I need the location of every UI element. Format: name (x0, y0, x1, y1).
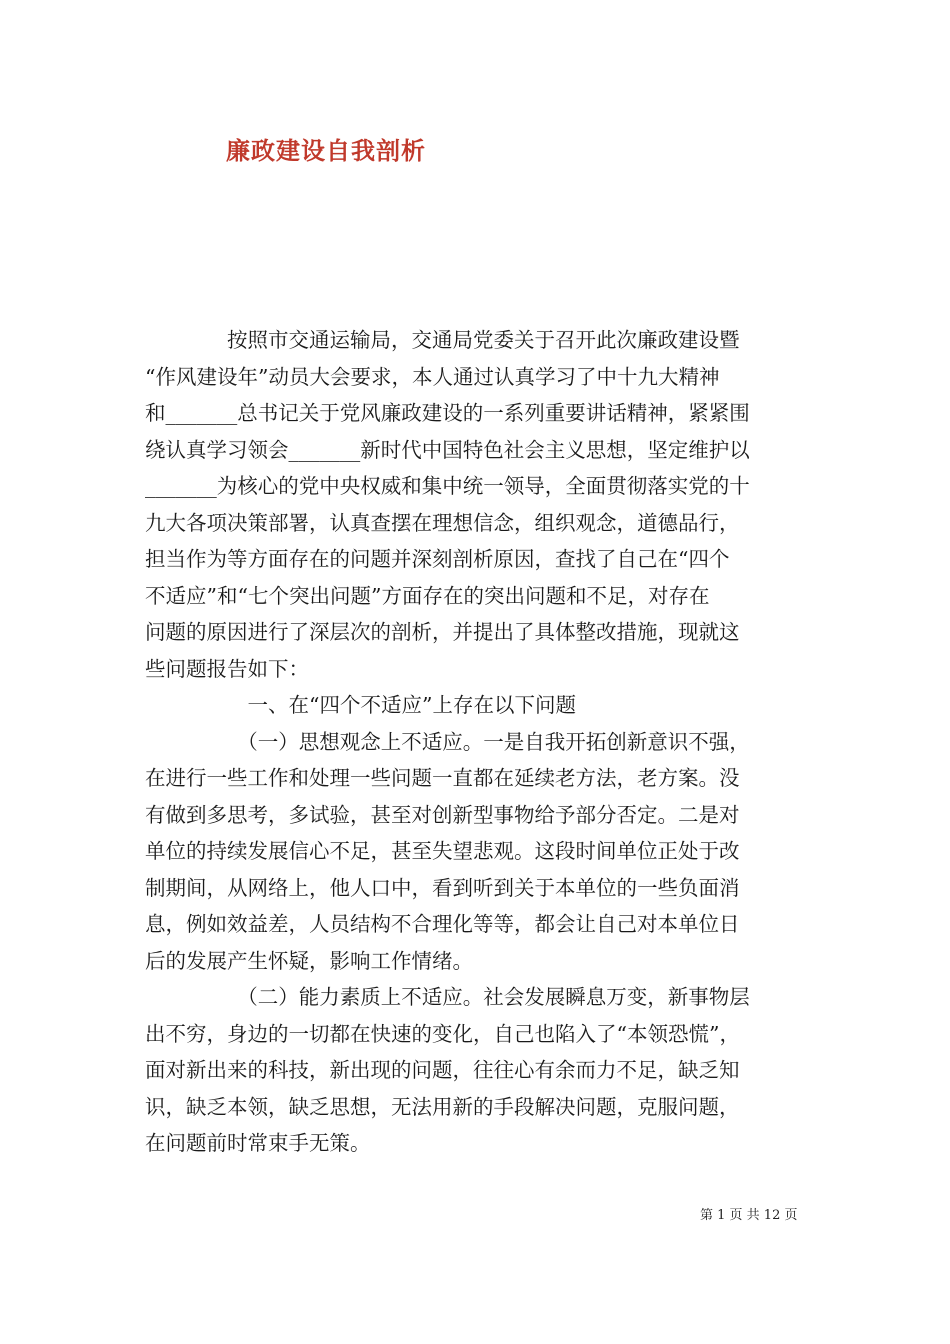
page-footer: 第 1 页 共 12 页 (700, 1208, 798, 1223)
text-line: （一）思想观念上不适应。一是自我开拓创新意识不强， (145, 729, 750, 754)
text-line: 面对新出来的科技，新出现的问题，往往心有余而力不足，缺乏知 (145, 1058, 740, 1082)
text-line: 出不穷，身边的一切都在快速的变化，自己也陷入了“本领恐慌”， (145, 1021, 740, 1046)
text-line: 些问题报告如下： (145, 656, 309, 681)
text-line: 绕认真学习领会_______新时代中国特色社会主义思想，坚定维护以 (145, 437, 750, 462)
text-line: 不适应”和“七个突出问题”方面存在的突出问题和不足，对存在 (145, 583, 710, 608)
text-line: 制期间，从网络上，他人口中，看到听到关于本单位的一些负面消 (145, 875, 740, 900)
text-line: _______为核心的党中央权威和集中统一领导，全面贯彻落实党的十 (145, 474, 750, 498)
text-line: 问题的原因进行了深层次的剖析，并提出了具体整改措施，现就这 (145, 620, 740, 644)
text-line: （二）能力素质上不适应。社会发展瞬息万变，新事物层 (145, 985, 750, 1009)
text-line: 按照市交通运输局，交通局党委关于召开此次廉政建设暨 (145, 328, 740, 352)
text-line: 和_______总书记关于党风廉政建设的一系列重要讲话精神，紧紧围 (145, 401, 750, 425)
text-line: 担当作为等方面存在的问题并深刻剖析原因，查找了自己在“四个 (145, 547, 730, 571)
text-line: 有做到多思考，多试验，甚至对创新型事物给予部分否定。二是对 (145, 802, 740, 827)
text-line: 一、在“四个不适应”上存在以下问题 (145, 693, 576, 717)
text-line: 在进行一些工作和处理一些问题一直都在延续老方法，老方案。没 (145, 766, 740, 790)
document-body (145, 322, 807, 1162)
text-line: 九大各项决策部署，认真查摆在理想信念，组织观念，道德品行， (145, 510, 740, 535)
text-line: “作风建设年”动员大会要求，本人通过认真学习了中十九大精神 (145, 364, 720, 389)
text-line: 息，例如效益差，人员结构不合理化等等，都会让自己对本单位日 (145, 912, 740, 936)
text-line: 单位的持续发展信心不足，甚至失望悲观。这段时间单位正处于改 (145, 839, 740, 863)
text-line: 在问题前时常束手无策。 (145, 1131, 371, 1155)
text-line: 后的发展产生怀疑，影响工作情绪。 (145, 948, 473, 973)
document-title: 廉政建设自我剖析 (226, 136, 426, 165)
text-line: 识，缺乏本领，缺乏思想，无法用新的手段解决问题，克服问题， (145, 1094, 740, 1119)
